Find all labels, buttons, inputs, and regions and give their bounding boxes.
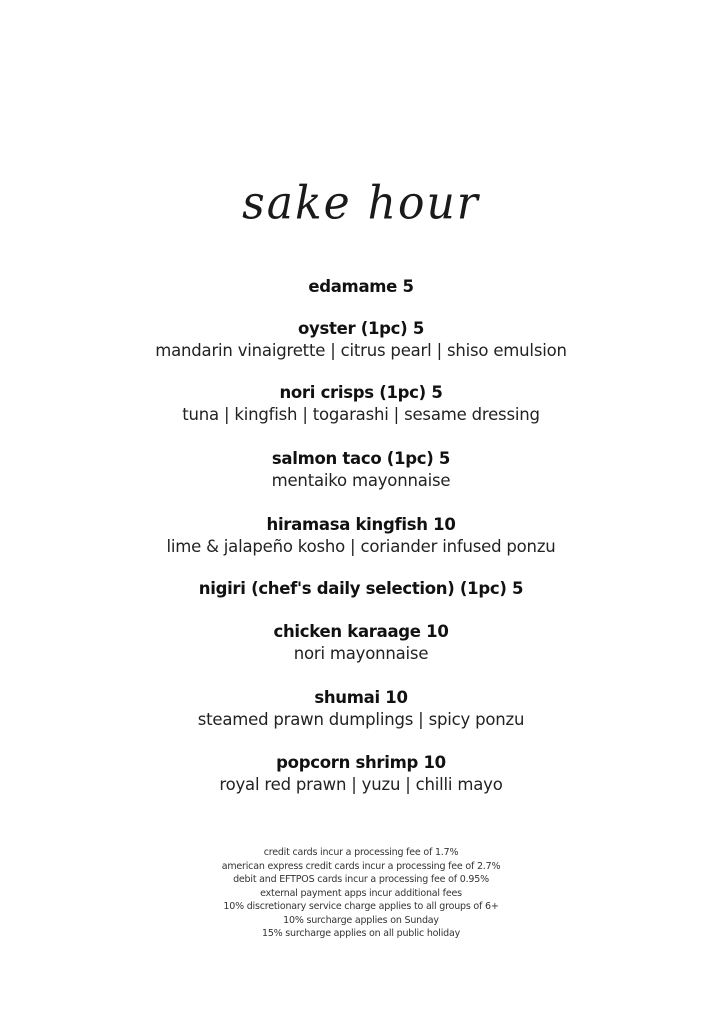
menu-item-description: tuna | kingfish | togarashi | sesame dressing	[182, 405, 540, 424]
menu-item-nigiri	[0, 578, 722, 600]
menu-item-name: popcorn shrimp 10	[276, 753, 446, 772]
menu-item-nori-crisps	[0, 382, 722, 426]
menu-item-name: edamame 5	[308, 277, 414, 296]
menu-item-salmon-taco	[0, 448, 722, 492]
menu-item-name: nori crisps (1pc) 5	[279, 383, 443, 402]
menu-item-name: oyster (1pc) 5	[297, 319, 425, 338]
menu-item-name: chicken karaage 10	[273, 622, 449, 641]
footer-line: 10% discretionary service charge applies to all groups of 6+	[223, 901, 499, 912]
menu-title: sake hour	[242, 176, 480, 231]
menu-item-name: shumai 10	[314, 688, 408, 707]
menu-item-name: nigiri (chef's daily selection) (1pc) 5	[198, 579, 524, 598]
menu-item-description: steamed prawn dumplings | spicy ponzu	[197, 710, 525, 729]
footer-line: credit cards incur a processing fee of 1.7%	[263, 847, 459, 858]
menu-item-description: mentaiko mayonnaise	[271, 471, 451, 490]
menu-item-edamame	[0, 276, 722, 298]
menu-item-description: mandarin vinaigrette | citrus pearl | shiso emulsion	[155, 341, 567, 360]
menu-item-popcorn-shrimp	[0, 752, 722, 796]
menu-item-chicken-karaage	[0, 621, 722, 665]
menu-item-name: hiramasa kingfish 10	[266, 515, 456, 534]
footer-line: external payment apps incur additional fees	[260, 887, 462, 899]
footer-line: american express credit cards incur a processing fee of 2.7%	[221, 860, 501, 872]
footer-line: 15% surcharge applies on all public holiday	[261, 928, 461, 939]
footer-line: debit and EFTPOS cards incur a processing fee of 0.95%	[233, 874, 489, 885]
menu-item-hiramasa-kingfish	[0, 514, 722, 558]
menu-item-name: salmon taco (1pc) 5	[271, 449, 451, 468]
menu-item-description: lime & jalapeño kosho | coriander infused ponzu	[166, 537, 556, 556]
footer-line: 10% surcharge applies on Sunday	[283, 914, 439, 926]
menu-item-oyster	[0, 318, 722, 362]
fees-footer	[0, 846, 722, 941]
menu-item-description: royal red prawn | yuzu | chilli mayo	[219, 775, 503, 794]
menu-item-shumai	[0, 687, 722, 731]
menu-item-description: nori mayonnaise	[293, 644, 429, 663]
